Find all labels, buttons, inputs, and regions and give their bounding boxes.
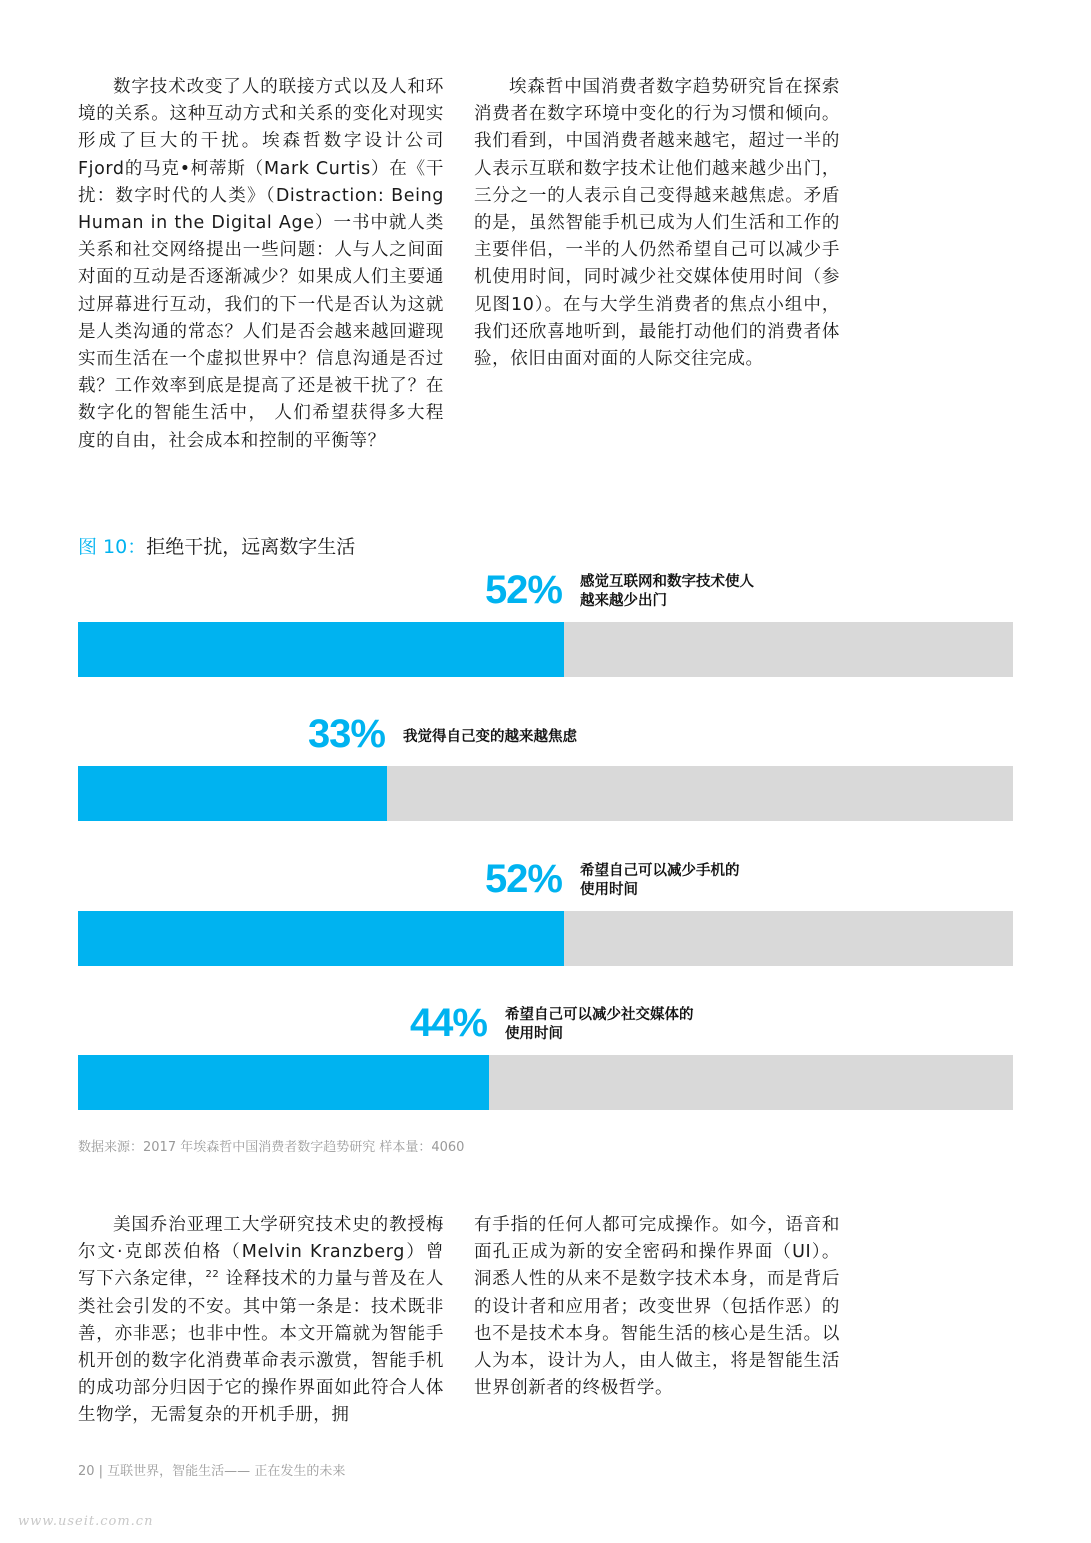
bar-value-label: 52% [484,857,562,901]
bar-fill [78,911,564,966]
intro-left-paragraph: 数字技术改变了人的联接方式以及人和环境的关系。这种互动方式和关系的变化对现实形成了巨大的干扰。埃森哲数字设计公司Fjord的马克•柯蒂斯（Mark Curtis）在《干扰：数字时代的人类》（Distraction: Being Human in the Digital Age）一书中就人类关系和社交网络提出一些问题：人与人之间面对面的互动是否逐渐减少？如果成人们主要通过屏幕进行互动，我们的下一代是否认为这就是人类沟通的常态？人们是否会越来越回避现实而生活在一个虚拟世界中？信息沟通是否过载？工作效率到底是提高了还是被干扰了？在数字化的智能生活中， 人们希望获得多大程度的自由，社会成本和控制的平衡等？ [78,77,444,451]
bar-category-label-line: 使用时间 [580,882,638,898]
data-source-note: 数据来源：2017 年埃森哲中国消费者数字趋势研究 样本量：4060 [78,1140,465,1155]
intro-right-paragraph: 埃森哲中国消费者数字趋势研究旨在探索消费者在数字环境中变化的行为习惯和倾向。我们看到，中国消费者越来越宅，超过一半的人表示互联和数字技术让他们越来越少出门，三分之一的人表示自己变得越来越焦虑。矛盾的是，虽然智能手机已成为人们生活和工作的主要伴侣，一半的人仍然希望自己可以减少手机使用时间，同时减少社交媒体使用时间（参见图10）。在与大学生消费者的焦点小组中，我们还欣喜地听到，最能打动他们的消费者体验，依旧由面对面的人际交往完成。 [474,77,840,370]
figure-caption: 拒绝干扰，远离数字生活 [146,536,356,558]
bar-category-label-line: 感觉互联网和数字技术使人 [580,574,754,590]
bar-category-label-line: 希望自己可以减少社交媒体的 [505,1007,694,1023]
bar-fill [78,1055,489,1110]
intro-left-column [78,74,444,455]
figure-number: 图 10： [78,536,147,558]
bar-category-label-line: 我觉得自己变的越来越焦虑 [403,729,577,745]
body-left-text-a: 美国乔治亚理工大学研究技术史的教授梅尔文·克郎茨伯格（Melvin Kranzberg）曾写下六条定律， [78,1215,444,1290]
body-right-paragraph: 有手指的任何人都可完成操作。如今，语音和面孔正成为新的安全密码和操作界面（UI）。洞悉人性的从来不是数字技术本身，而是背后的设计者和应用者；改变世界（包括作恶）的也不是技术本身。智能生活的核心是生活。以人为本，设计为人，由人做主，将是智能生活世界创新者的终极哲学。 [474,1215,840,1399]
watermark: www.useit.com.cn [18,1514,154,1529]
bar-value-label: 52% [484,568,562,612]
bar-fill [78,622,564,677]
body-left-column [78,1212,444,1430]
bar-category-label-line: 希望自己可以减少手机的 [580,863,740,879]
bar-fill [78,766,387,821]
bar-category-label-line: 越来越少出门 [580,593,667,609]
bar-category-label [580,862,840,900]
bar-track [78,1055,1013,1110]
body-left-paragraph [78,1212,444,1430]
bar-value-label: 44% [409,1001,487,1045]
bar-category-label [403,728,663,747]
figure-title [78,534,355,560]
bar-category-label-line: 使用时间 [505,1026,563,1042]
bar-value-label: 33% [307,712,385,756]
page-footer: 20 | 互联世界，智能生活—— 正在发生的未来 [78,1464,346,1479]
body-right-column [474,1212,840,1402]
bar-category-label [580,573,840,611]
intro-right-column [474,74,840,373]
footnote-ref[interactable]: 22 [205,1269,220,1281]
bar-track [78,766,1013,821]
bar-track [78,911,1013,966]
bar-category-label [505,1006,765,1044]
body-left-text-b: 诠释技术的力量与普及在人类社会引发的不安。其中第一条是：技术既非善，亦非恶；也非中性。本文开篇就为智能手机开创的数字化消费革命表示激赏，智能手机的成功部分归因于它的操作界面如此符合人体生物学，无需复杂的开机手册，拥 [78,1269,444,1426]
bar-track [78,622,1013,677]
